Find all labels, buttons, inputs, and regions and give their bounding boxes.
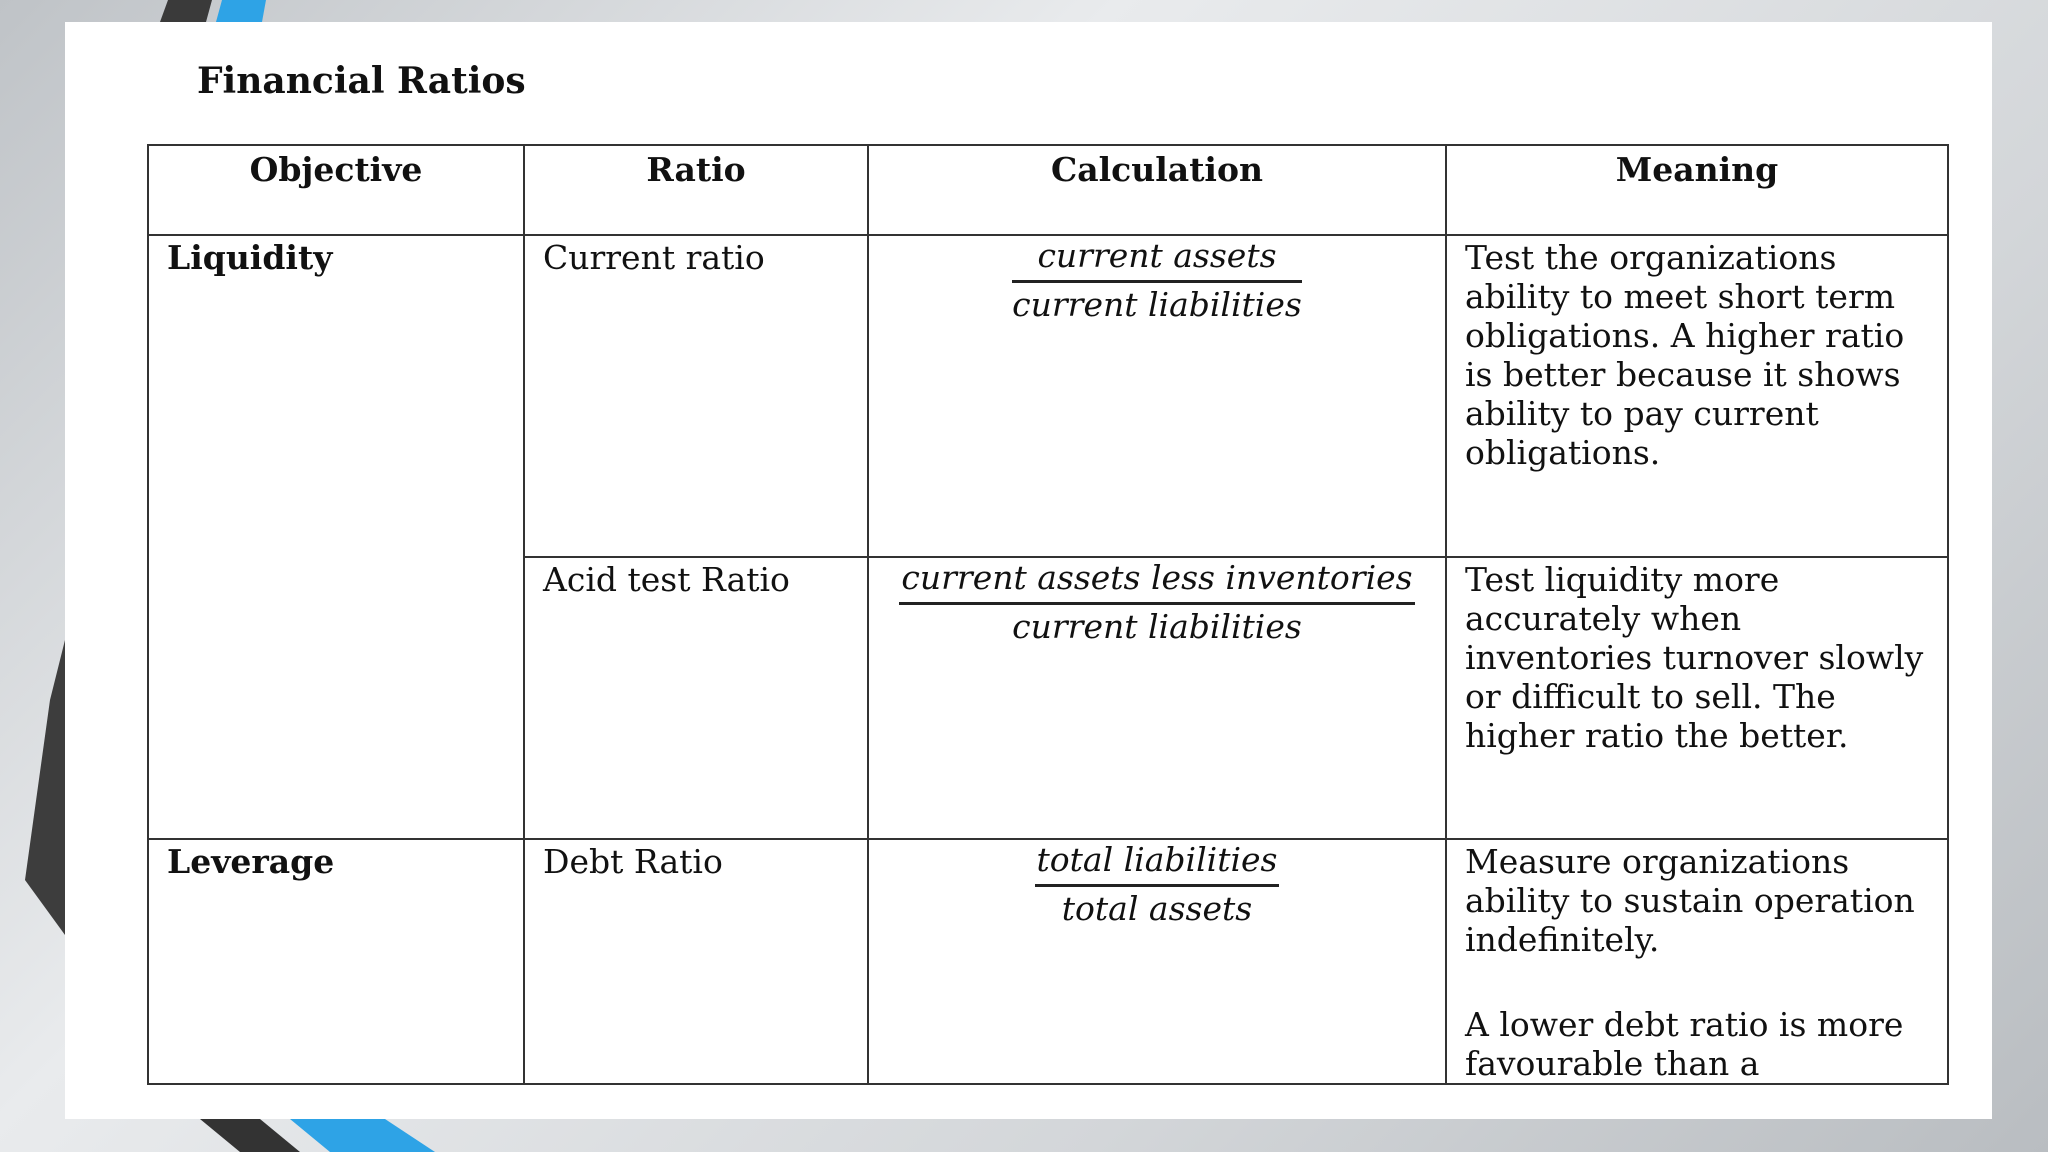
blue-stripe-bottom [290,1119,435,1152]
dark-stripe-bottom [200,1119,300,1152]
dark-stripe-top [160,0,212,22]
ratio-cell: Acid test Ratio [524,557,868,839]
formula-fraction [1035,840,1280,929]
formula-fraction [1012,236,1302,325]
header-calculation: Calculation [868,145,1446,235]
formula-denominator: current liabilities [1012,607,1302,646]
ratio-cell: Current ratio [524,235,868,557]
financial-ratios-table [147,144,1949,1085]
calculation-cell [868,235,1446,557]
meaning-text-continued: A lower debt ratio is more favourable than a [1465,1005,1904,1083]
meaning-text: Measure organizations ability to sustain operation indefinitely. [1465,842,1915,959]
table-row [148,839,1948,1084]
meaning-cell: Test liquidity more accurately when inventories turnover slowly or difficult to sell. The higher ratio the better. [1446,557,1948,839]
slide-content [65,22,1992,1119]
calculation-cell [868,839,1446,1084]
blue-stripe-top [216,0,266,22]
formula-denominator: current liabilities [1012,285,1302,324]
ratio-cell: Debt Ratio [524,839,868,1084]
meaning-cell [1446,839,1948,1084]
page-title: Financial Ratios [197,60,526,102]
formula-numerator: current assets less inventories [899,558,1414,605]
header-meaning: Meaning [1446,145,1948,235]
dark-wedge-left [25,640,65,935]
objective-cell: Liquidity [148,235,524,839]
table-header-row [148,145,1948,235]
formula-numerator: total liabilities [1035,840,1280,887]
header-ratio: Ratio [524,145,868,235]
objective-cell: Leverage [148,839,524,1084]
meaning-cell: Test the organizations ability to meet short term obligations. A higher ratio is better because it shows ability to pay current obligations. [1446,235,1948,557]
formula-fraction [899,558,1414,647]
formula-denominator: total assets [1061,889,1253,928]
table-row [148,235,1948,557]
header-objective: Objective [148,145,524,235]
calculation-cell [868,557,1446,839]
formula-numerator: current assets [1012,236,1302,283]
